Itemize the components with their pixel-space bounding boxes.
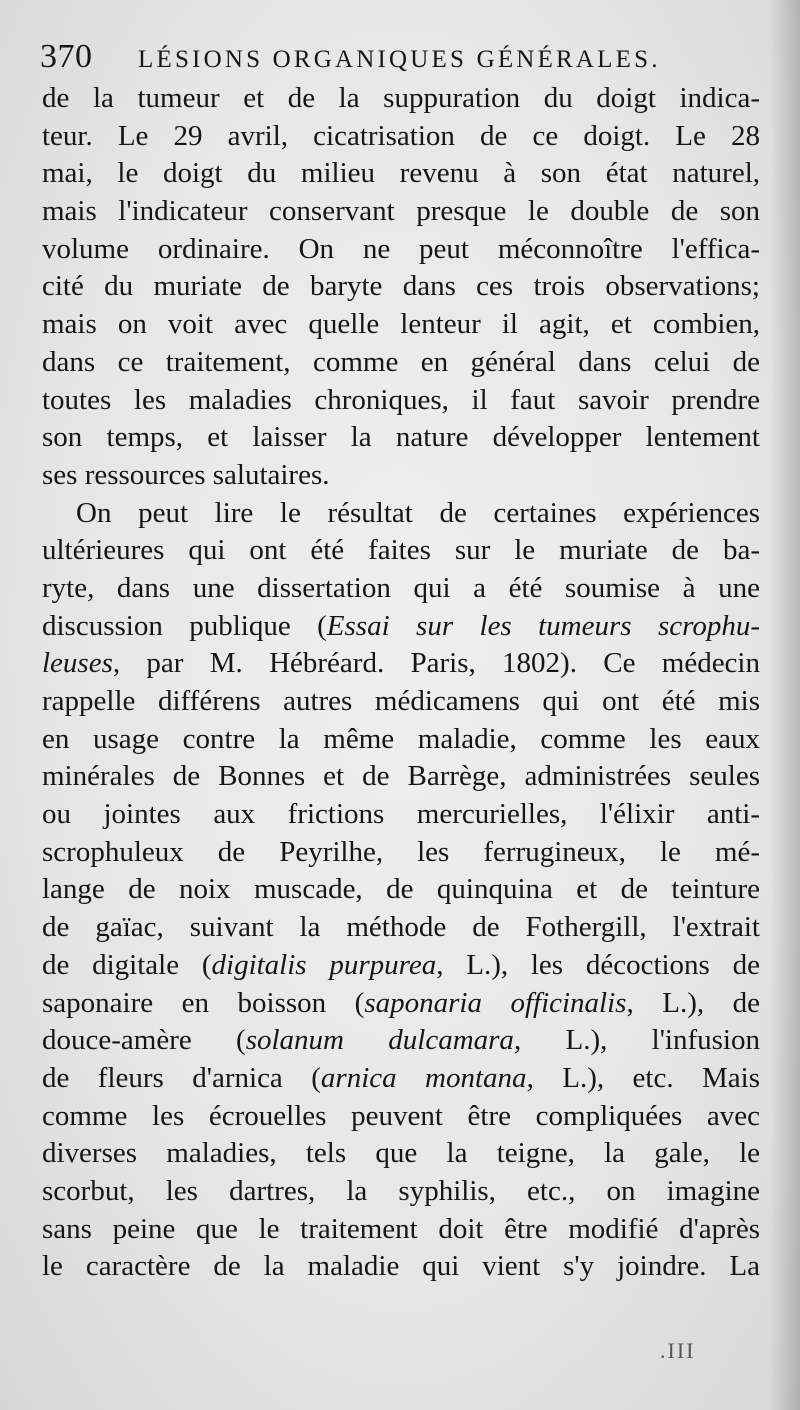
text-line: comme les écrouelles peuvent être compliquées avec <box>42 1099 760 1132</box>
text-segment: , L.), etc. Mais <box>526 1061 761 1094</box>
text-line: de gaïac, suivant la méthode de Fothergill, l'extrait <box>42 911 760 944</box>
text-line: ses ressources salutaires. <box>42 458 330 491</box>
text-line: le caractère de la maladie qui vient s'y joindre. La <box>42 1250 760 1283</box>
text-segment: douce-amère ( <box>42 1024 246 1057</box>
text-line <box>42 608 760 646</box>
text-segment: , par M. Hébréard. Paris, 1802). Ce médecin <box>112 647 760 680</box>
text-line: en usage contre la même maladie, comme les eaux <box>42 722 760 755</box>
text-line: cité du muriate de baryte dans ces trois observations; <box>42 270 760 303</box>
text-line: ou jointes aux frictions mercurielles, l'élixir anti- <box>42 798 760 831</box>
text-line: mai, le doigt du milieu revenu à son état naturel, <box>42 157 760 190</box>
italic-latin-name: solanum dulcamara <box>245 1024 514 1057</box>
text-line: son temps, et laisser la nature développer lentement <box>42 421 760 454</box>
text-line <box>42 1060 760 1098</box>
text-line: toutes les maladies chroniques, il faut savoir prendre <box>42 383 760 416</box>
paragraph-2 <box>42 495 760 1286</box>
text-line <box>42 645 760 683</box>
text-line <box>42 1022 760 1060</box>
italic-latin-name: saponaria officinalis <box>364 986 627 1019</box>
page-edge-shadow <box>770 0 800 1410</box>
text-line: mais on voit avec quelle lenteur il agit, et combien, <box>42 308 760 341</box>
page-number: 370 <box>40 38 93 75</box>
italic-title: leuses <box>42 647 113 680</box>
text-line: de la tumeur et de la suppuration du doigt indica- <box>42 82 760 114</box>
body-text <box>42 80 760 1286</box>
text-line: ryte, dans une dissertation qui a été soumise à une <box>42 571 760 604</box>
text-line: sans peine que le traitement doit être modifié d'après <box>42 1212 760 1245</box>
italic-latin-name: arnica montana <box>320 1061 527 1094</box>
text-line: minérales de Bonnes et de Barrège, administrées seules <box>42 760 760 793</box>
signature-mark: .III <box>660 1338 696 1363</box>
italic-title: Essai sur les tumeurs scrophu- <box>326 609 760 642</box>
text-line: volume ordinaire. On ne peut méconnoître l'effica- <box>42 232 760 265</box>
text-segment: , L.), de <box>626 986 760 1019</box>
text-line: lange de noix muscade, de quinquina et de teinture <box>42 873 760 906</box>
text-segment: de digitale ( <box>42 948 212 981</box>
text-line: scorbut, les dartres, la syphilis, etc., on imagine <box>42 1174 760 1207</box>
text-segment: saponaire en boisson ( <box>42 986 365 1019</box>
text-line <box>42 985 760 1023</box>
text-line: ultérieures qui ont été faites sur le muriate de ba- <box>42 534 760 567</box>
text-line: On peut lire le résultat de certaines expériences <box>76 496 760 529</box>
text-line: rappelle différens autres médicamens qui ont été mis <box>42 685 760 717</box>
text-segment: , L.), l'infusion <box>513 1024 760 1057</box>
paragraph-1 <box>42 80 760 495</box>
text-line: diverses maladies, tels que la teigne, la gale, le <box>42 1137 760 1170</box>
text-line: teur. Le 29 avril, cicatrisation de ce doigt. Le 28 <box>42 119 760 152</box>
text-segment: , L.), les décoctions de <box>436 948 760 981</box>
text-line: dans ce traitement, comme en général dans celui de <box>42 345 760 378</box>
running-title: LÉSIONS ORGANIQUES GÉNÉRALES. <box>138 46 661 73</box>
text-segment: discussion publique ( <box>42 609 327 642</box>
text-line <box>42 947 760 985</box>
text-line: mais l'indicateur conservant presque le double de son <box>42 195 760 228</box>
text-line: scrophuleux de Peyrilhe, les ferrugineux, le mé- <box>42 835 760 868</box>
italic-latin-name: digitalis purpurea <box>211 948 437 981</box>
text-segment: de fleurs d'arnica ( <box>42 1061 321 1094</box>
